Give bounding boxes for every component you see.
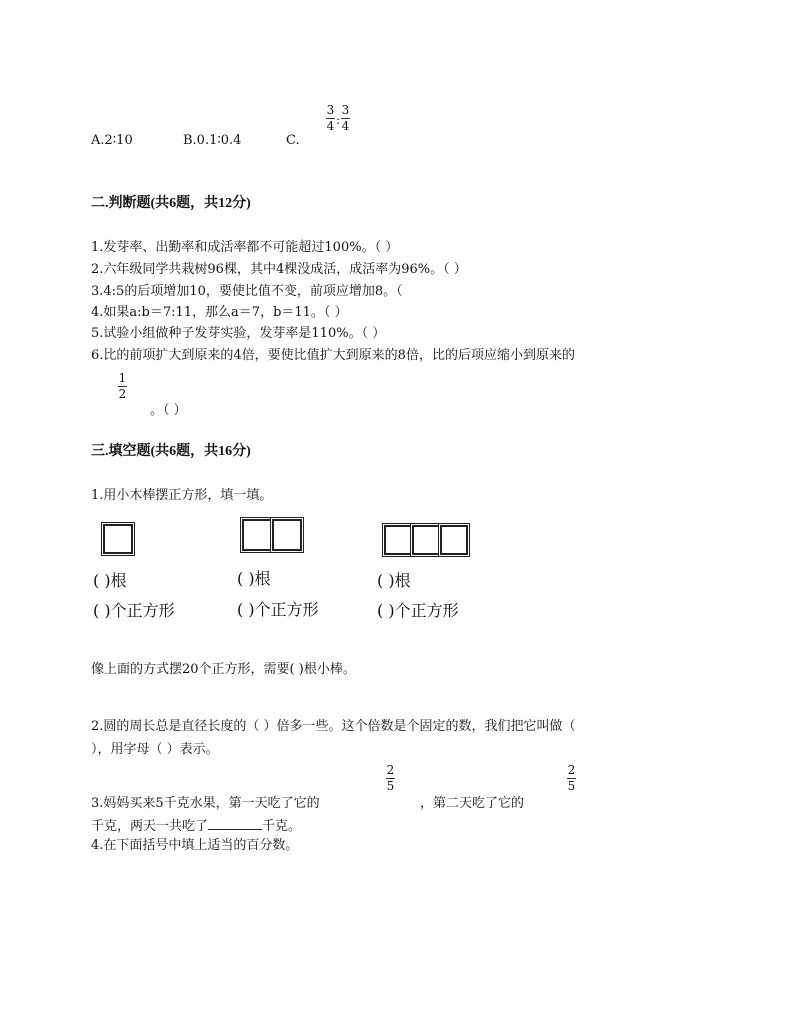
fraction-numerator: 3 bbox=[326, 103, 335, 117]
fraction-denominator: 4 bbox=[341, 119, 350, 133]
judge-item-5: 5.试验小组做种子发芽实验，发芽率是110%。（ ） bbox=[91, 326, 386, 341]
option-b: B.0.1∶0.4 bbox=[183, 133, 242, 148]
section-2-heading: 二.判断题(共6题，共12分) bbox=[91, 196, 251, 211]
judge-item-3: 3.4:5的后项增加10，要使比值不变，前项应增加8。（ bbox=[91, 284, 403, 299]
judge-item-4: 4.如果a:b＝7:11，那么a＝7，b＝11。（ ） bbox=[91, 305, 348, 320]
option-c: C. bbox=[286, 133, 300, 148]
fraction-numerator: 2 bbox=[386, 763, 395, 777]
fill-q3-part1: 3.妈妈买来5千克水果，第一天吃了它的 bbox=[91, 796, 320, 811]
fill-q1-followup: 像上面的方式摆20个正方形，需要( )根小棒。 bbox=[91, 662, 356, 677]
judge-item-6-fraction bbox=[118, 372, 127, 401]
option-c-fraction-2 bbox=[341, 104, 350, 133]
option-a: A.2∶10 bbox=[91, 133, 133, 148]
fraction-denominator: 2 bbox=[118, 387, 127, 401]
section-3-heading: 三.填空题(共6题，共16分) bbox=[91, 444, 251, 459]
fraction-numerator: 3 bbox=[341, 103, 350, 117]
fig2-sticks-blank: ( )根 bbox=[237, 569, 271, 588]
fig3-squares-blank: ( )个正方形 bbox=[377, 601, 459, 620]
fill-q3-line2 bbox=[91, 815, 301, 834]
fig3-sticks-blank: ( )根 bbox=[377, 571, 411, 590]
fraction-denominator: 5 bbox=[386, 779, 395, 793]
fill-q3-line2-b: 千克。 bbox=[262, 819, 302, 834]
fig1-sticks-blank: ( )根 bbox=[93, 571, 127, 590]
judge-item-6-tail: 。（ ） bbox=[150, 403, 187, 418]
fill-q3-part2: ，第二天吃了它的 bbox=[420, 796, 525, 811]
fraction-numerator: 1 bbox=[118, 371, 127, 385]
option-c-fraction-1 bbox=[326, 104, 335, 133]
judge-item-6: 6.比的前项扩大到原来的4倍，要使比值扩大到原来的8倍，比的后项应缩小到原来的 bbox=[91, 348, 575, 363]
answer-blank bbox=[208, 817, 262, 830]
fraction-denominator: 4 bbox=[326, 119, 335, 133]
fig2-squares-blank: ( )个正方形 bbox=[237, 600, 319, 619]
judge-item-2: 2.六年级同学共栽树96棵，其中4棵没成活，成活率为96%。（ ） bbox=[91, 262, 467, 277]
fraction-numerator: 2 bbox=[567, 763, 576, 777]
fill-q3-fraction-1 bbox=[386, 764, 395, 793]
fraction-denominator: 5 bbox=[567, 779, 576, 793]
judge-item-1: 1.发芽率、出勤率和成活率都不可能超过100%。（ ） bbox=[91, 240, 399, 255]
fill-q2-line1: 2.圆的周长总是直径长度的（ ）倍多一些。这个倍数是个固定的数，我们把它叫做（ bbox=[91, 719, 576, 734]
fill-q3-fraction-2 bbox=[567, 764, 576, 793]
fill-q2-line2: ），用字母（ ）表示。 bbox=[91, 742, 219, 757]
fill-q4-text: 4.在下面括号中填上适当的百分数。 bbox=[91, 838, 299, 853]
fill-q3-line2-a: 千克，两天一共吃了 bbox=[91, 819, 209, 834]
option-c-separator: : bbox=[336, 113, 341, 127]
fill-q1-text: 1.用小木棒摆正方形，填一填。 bbox=[91, 488, 273, 503]
fig1-squares-blank: ( )个正方形 bbox=[93, 601, 175, 620]
